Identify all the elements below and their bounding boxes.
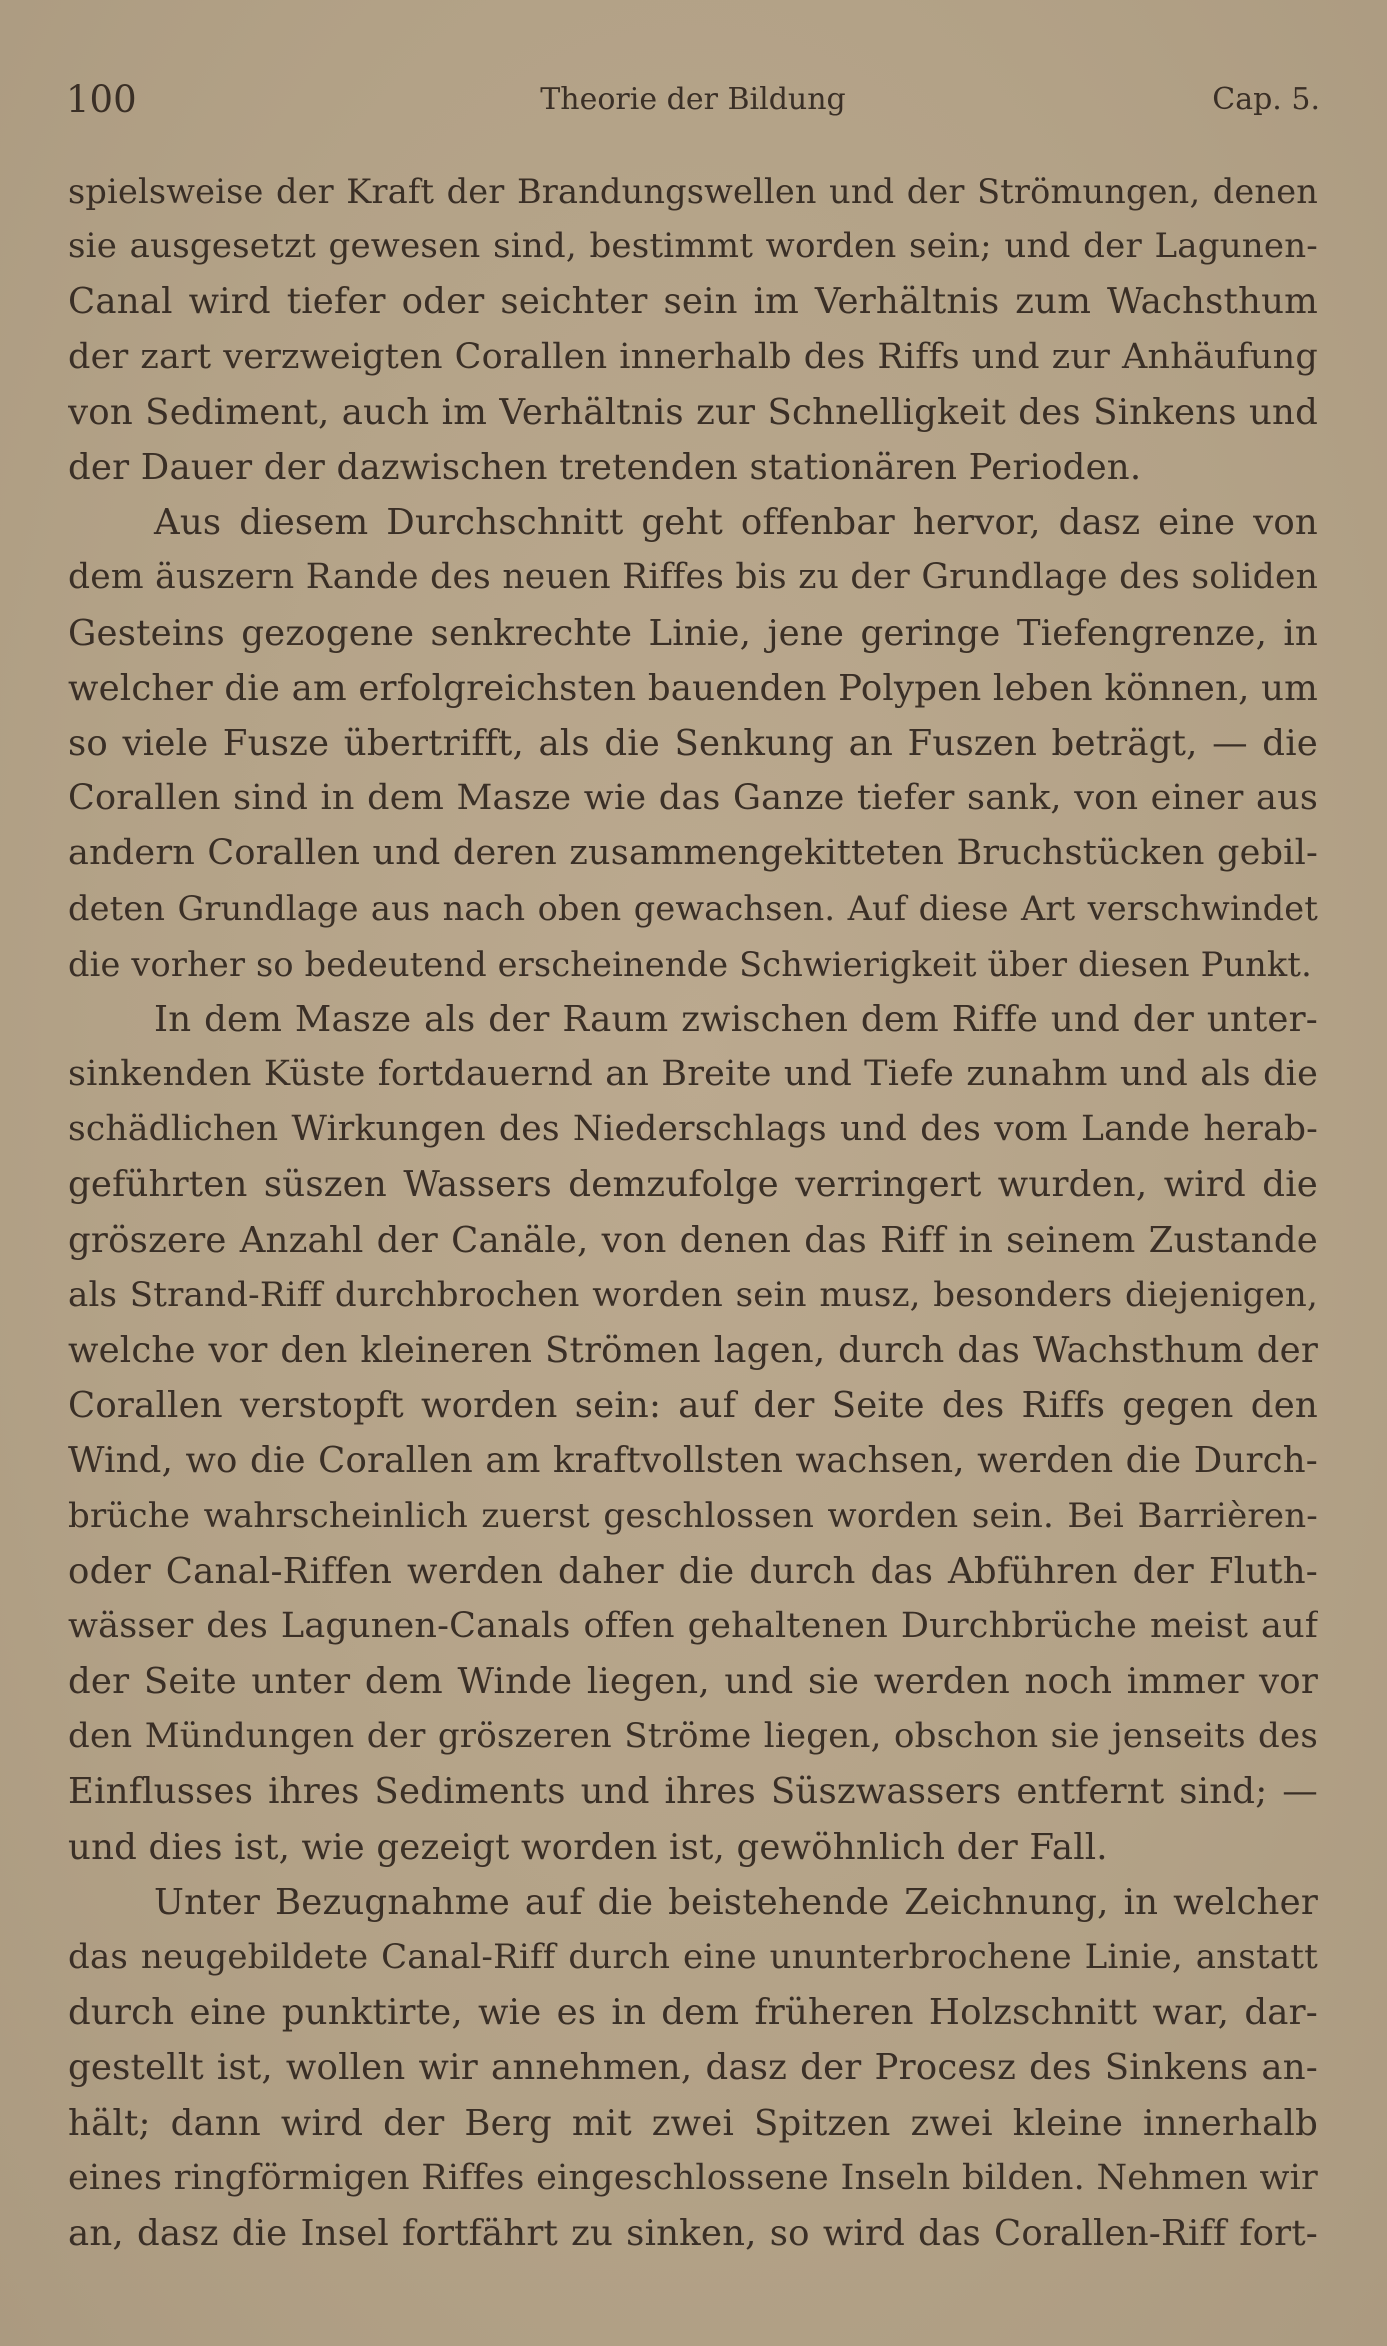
text-line: sie ausgesetzt gewesen sind, bestimmt worden sein; und der Lagunen- xyxy=(68,226,1318,267)
text-line: Einflusses ihres Sediments und ihres Süszwassers entfernt sind; — xyxy=(68,1771,1318,1813)
text-line: andern Corallen und deren zusammengekitteten Bruchstücken gebil- xyxy=(68,833,1318,874)
text-line: dem äuszern Rande des neuen Riffes bis zu der Grundlage des soliden xyxy=(68,557,1318,598)
text-line: und dies ist, wie gezeigt worden ist, gewöhnlich der Fall. xyxy=(68,1826,1108,1868)
body-text xyxy=(68,164,1318,2261)
text-line: welche vor den kleineren Strömen lagen, durch das Wachsthum der xyxy=(68,1329,1318,1371)
text-line: hält; dann wird der Berg mit zwei Spitzen zwei kleine innerhalb xyxy=(68,2102,1318,2144)
chapter-label: Cap. 5. xyxy=(1212,82,1320,117)
text-line: geführten süszen Wassers demzufolge verringert wurden, wird die xyxy=(68,1164,1318,1206)
text-line: Corallen sind in dem Masze wie das Ganze tiefer sank, von einer aus xyxy=(68,778,1318,819)
running-header xyxy=(66,78,1320,128)
text-line: als Strand-Riff durchbrochen worden sein musz, besonders diejenigen, xyxy=(68,1274,1318,1315)
text-line: der Dauer der dazwischen tretenden stationären Perioden. xyxy=(68,446,1142,488)
text-line: wässer des Lagunen-Canals offen gehaltenen Durchbrüche meist auf xyxy=(68,1605,1318,1646)
text-line: der Seite unter dem Winde liegen, und sie werden noch immer vor xyxy=(68,1661,1318,1703)
text-line: Wind, wo die Corallen am kraftvollsten wachsen, werden die Durch- xyxy=(68,1440,1318,1482)
text-line: Aus diesem Durchschnitt geht offenbar hervor, dasz eine von xyxy=(154,502,1318,544)
text-line: Unter Bezugnahme auf die beistehende Zeichnung, in welcher xyxy=(154,1881,1318,1923)
text-line: so viele Fusze übertrifft, als die Senkung an Fuszen beträgt, — die xyxy=(68,722,1318,764)
page-number: 100 xyxy=(66,78,137,121)
text-line: brüche wahrscheinlich zuerst geschlossen worden sein. Bei Barrièren- xyxy=(68,1495,1318,1536)
text-line: der zart verzweigten Corallen innerhalb des Riffs und zur Anhäufung xyxy=(68,336,1318,377)
text-line: gröszere Anzahl der Canäle, von denen das Riff in seinem Zustande xyxy=(68,1219,1318,1261)
text-line: eines ringförmigen Riffes eingeschlossene Inseln bilden. Nehmen wir xyxy=(68,2157,1318,2198)
text-line: spielsweise der Kraft der Brandungswellen und der Strömungen, denen xyxy=(68,172,1318,211)
text-line: gestellt ist, wollen wir annehmen, dasz der Procesz des Sinkens an- xyxy=(68,2047,1318,2089)
text-line: das neugebildete Canal-Riff durch eine ununterbrochene Linie, anstatt xyxy=(68,1937,1318,1977)
text-line: durch eine punktirte, wie es in dem früheren Holzschnitt war, dar- xyxy=(68,1992,1318,2034)
text-line: von Sediment, auch im Verhältnis zur Schnelligkeit des Sinkens und xyxy=(68,391,1318,433)
text-line: oder Canal-Riffen werden daher die durch das Abführen der Fluth- xyxy=(68,1550,1318,1592)
text-line: Canal wird tiefer oder seichter sein im Verhältnis zum Wachsthum xyxy=(68,281,1318,323)
text-line: an, dasz die Insel fortfährt zu sinken, so wird das Corallen-Riff fort- xyxy=(68,2212,1318,2254)
text-line: Gesteins gezogene senkrechte Linie, jene geringe Tiefengrenze, in xyxy=(68,612,1318,654)
text-line: In dem Masze als der Raum zwischen dem Riffe und der unter- xyxy=(154,998,1318,1040)
text-line: deten Grundlage aus nach oben gewachsen. Auf diese Art verschwindet xyxy=(68,889,1318,929)
text-line: sinkenden Küste fortdauernd an Breite und Tiefe zunahm und als die xyxy=(68,1054,1318,1094)
text-line: Corallen verstopft worden sein: auf der Seite des Riffs gegen den xyxy=(68,1385,1318,1427)
text-line: welcher die am erfolgreichsten bauenden Polypen leben können, um xyxy=(68,667,1318,709)
text-line: den Mündungen der gröszeren Ströme liegen, obschon sie jenseits des xyxy=(68,1716,1318,1757)
running-title: Theorie der Bildung xyxy=(540,82,846,117)
text-line: schädlichen Wirkungen des Niederschlags und des vom Lande herab- xyxy=(68,1109,1318,1150)
text-line: die vorher so bedeutend erscheinende Schwierigkeit über diesen Punkt. xyxy=(68,944,1312,984)
